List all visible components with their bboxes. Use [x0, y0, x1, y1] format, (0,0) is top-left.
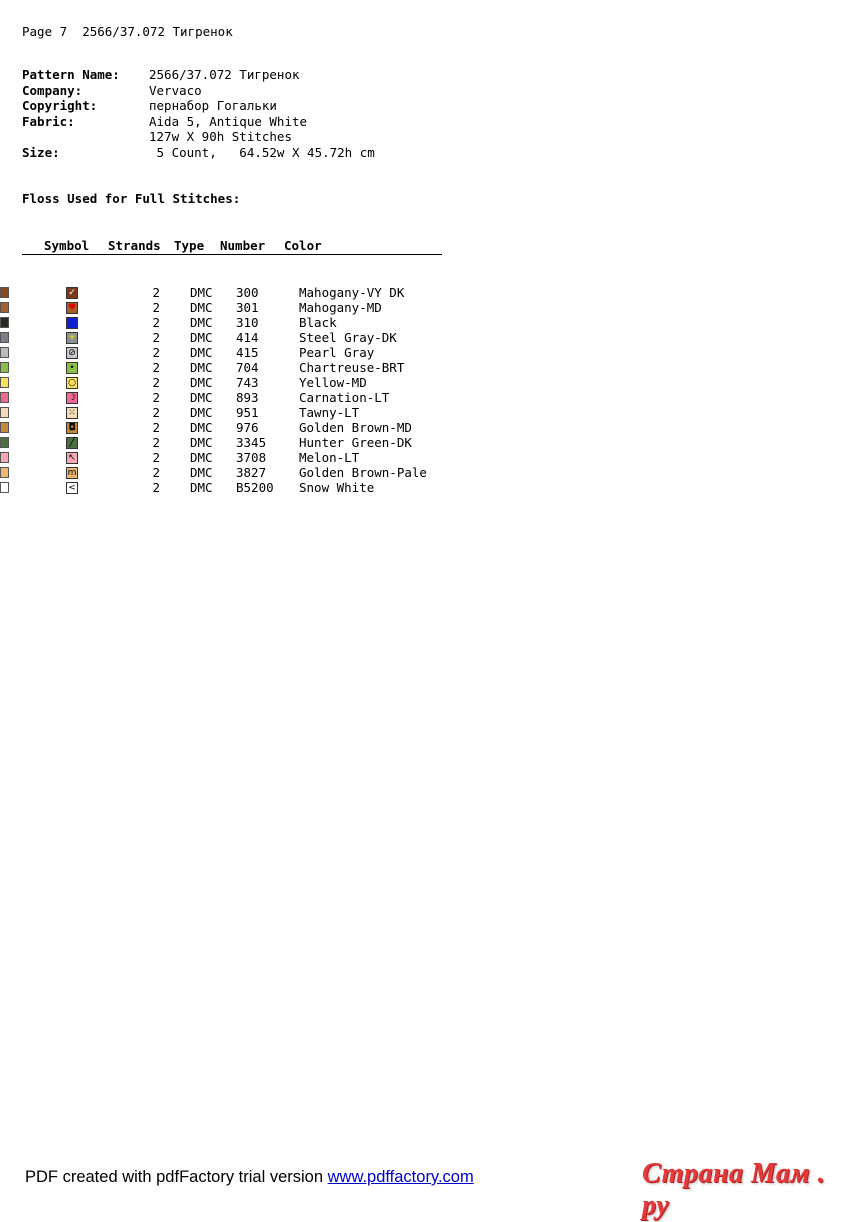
- strands-cell: 2: [152, 480, 160, 496]
- color-name-cell: Chartreuse-BRT: [299, 360, 405, 376]
- strands-cell: 2: [152, 285, 160, 301]
- color-name-cell: Pearl Gray: [299, 345, 375, 361]
- color-name-cell: Hunter Green-DK: [299, 435, 412, 451]
- type-cell: DMC: [190, 285, 213, 301]
- header-color: Color: [284, 238, 322, 253]
- number-cell: 3345: [236, 435, 267, 451]
- info-label: Company:: [22, 82, 83, 98]
- stitch-symbol-icon: ╱: [66, 437, 78, 449]
- header-swatch-spacer: [22, 238, 44, 254]
- number-cell: 3827: [236, 465, 267, 481]
- type-cell: DMC: [190, 480, 213, 496]
- info-label: [22, 129, 149, 145]
- color-swatch: [0, 377, 9, 388]
- floss-row: [22, 406, 442, 421]
- number-cell: 415: [236, 345, 259, 361]
- header-type: Type: [174, 238, 205, 253]
- info-row: [22, 129, 375, 145]
- floss-row: [22, 331, 442, 346]
- header-symbol: Symbol: [44, 238, 90, 253]
- stitch-symbol-icon: ✓: [66, 287, 78, 299]
- type-cell: DMC: [190, 375, 213, 391]
- color-swatch: [0, 467, 9, 478]
- color-swatch: [0, 422, 9, 433]
- info-value: Aida 5, Antique White: [149, 113, 308, 129]
- footer: [25, 1168, 474, 1187]
- type-cell: DMC: [190, 420, 213, 436]
- info-row: [22, 98, 375, 114]
- color-name-cell: Black: [299, 315, 337, 331]
- page-header: Page 7 2566/37.072 Тигренок: [22, 24, 233, 39]
- footer-link[interactable]: www.pdffactory.com: [327, 1168, 474, 1186]
- number-cell: B5200: [236, 480, 274, 496]
- type-cell: DMC: [190, 360, 213, 376]
- floss-rows: [22, 286, 442, 496]
- color-name-cell: Mahogany-MD: [299, 300, 382, 316]
- strands-cell: 2: [152, 330, 160, 346]
- stitch-symbol-icon: m: [67, 468, 77, 478]
- floss-row: [22, 346, 442, 361]
- color-swatch: [0, 437, 9, 448]
- floss-row: [22, 376, 442, 391]
- color-name-cell: Steel Gray-DK: [299, 330, 397, 346]
- floss-row: [22, 316, 442, 331]
- stitch-symbol-icon: ⁙: [66, 407, 78, 419]
- stitch-symbol-icon: ○: [66, 377, 78, 389]
- type-cell: DMC: [190, 465, 213, 481]
- color-name-cell: Golden Brown-Pale: [299, 465, 427, 481]
- color-swatch: [0, 452, 9, 463]
- floss-table: [22, 207, 442, 511]
- info-label: Fabric:: [22, 113, 75, 129]
- strands-cell: 2: [152, 375, 160, 391]
- info-label: Copyright:: [22, 98, 98, 113]
- stitch-symbol-icon: •: [66, 362, 78, 374]
- strands-cell: 2: [152, 315, 160, 331]
- color-name-cell: Golden Brown-MD: [299, 420, 412, 436]
- stitch-symbol-icon: ☽: [67, 393, 77, 403]
- number-cell: 414: [236, 330, 259, 346]
- info-label: Size:: [22, 144, 60, 160]
- number-cell: 301: [236, 300, 259, 316]
- strands-cell: 2: [152, 405, 160, 421]
- info-row: [22, 145, 375, 161]
- type-cell: DMC: [190, 345, 213, 361]
- info-value: 2566/37.072 Тигренок: [149, 67, 300, 82]
- stitch-symbol-icon: [66, 317, 78, 329]
- type-cell: DMC: [190, 405, 213, 421]
- info-value: 5 Count, 64.52w X 45.72h cm: [149, 144, 375, 160]
- strands-cell: 2: [152, 465, 160, 481]
- floss-row: [22, 421, 442, 436]
- strands-cell: 2: [152, 435, 160, 451]
- info-value: 127w X 90h Stitches: [149, 129, 292, 144]
- info-value: Vervaco: [149, 82, 202, 98]
- stitch-symbol-icon: ⊘: [66, 347, 78, 359]
- strands-cell: 2: [152, 360, 160, 376]
- strands-cell: 2: [152, 390, 160, 406]
- color-swatch: [0, 482, 9, 493]
- type-cell: DMC: [190, 300, 213, 316]
- number-cell: 3708: [236, 450, 267, 466]
- type-cell: DMC: [190, 390, 213, 406]
- footer-text: PDF created with pdfFactory trial version: [25, 1168, 328, 1186]
- color-name-cell: Yellow-MD: [299, 375, 367, 391]
- number-cell: 893: [236, 390, 259, 406]
- color-name-cell: Tawny-LT: [299, 405, 360, 421]
- color-swatch: [0, 302, 9, 313]
- color-swatch: [0, 287, 9, 298]
- color-swatch: [0, 347, 9, 358]
- strands-cell: 2: [152, 345, 160, 361]
- info-row: [22, 67, 375, 83]
- header-number: Number: [220, 238, 266, 253]
- color-swatch: [0, 392, 9, 403]
- strands-cell: 2: [152, 420, 160, 436]
- floss-row: [22, 451, 442, 466]
- number-cell: 310: [236, 315, 259, 331]
- floss-table-header: [22, 238, 442, 255]
- info-row: [22, 114, 375, 130]
- floss-row: [22, 361, 442, 376]
- info-row: [22, 83, 375, 99]
- type-cell: DMC: [190, 435, 213, 451]
- floss-section-title: Floss Used for Full Stitches:: [22, 191, 241, 206]
- color-name-cell: Snow White: [299, 480, 375, 496]
- color-name-cell: Melon-LT: [299, 450, 360, 466]
- info-label: Pattern Name:: [22, 67, 120, 82]
- info-value: пернабор Гогальки: [149, 98, 277, 113]
- strands-cell: 2: [152, 300, 160, 316]
- color-swatch: [0, 317, 9, 328]
- number-cell: 951: [236, 405, 259, 421]
- stitch-symbol-icon: ✳: [66, 332, 78, 344]
- header-strands: Strands: [108, 238, 161, 253]
- stitch-symbol-icon: ◘: [66, 422, 78, 434]
- stitch-symbol-icon: <: [66, 482, 78, 494]
- watermark-logo: Страна Мам . ру: [642, 1158, 826, 1221]
- color-swatch: [0, 362, 9, 373]
- color-name-cell: Mahogany-VY DK: [299, 285, 405, 301]
- floss-row: [22, 466, 442, 481]
- floss-row: [22, 286, 442, 301]
- floss-row: [22, 391, 442, 406]
- stitch-symbol-icon: ↖: [66, 452, 78, 464]
- type-cell: DMC: [190, 315, 213, 331]
- number-cell: 704: [236, 360, 259, 376]
- type-cell: DMC: [190, 330, 213, 346]
- number-cell: 743: [236, 375, 259, 391]
- number-cell: 300: [236, 285, 259, 301]
- floss-row: [22, 301, 442, 316]
- color-name-cell: Carnation-LT: [299, 390, 390, 406]
- strands-cell: 2: [152, 450, 160, 466]
- color-swatch: [0, 332, 9, 343]
- pattern-info: [22, 67, 375, 160]
- number-cell: 976: [236, 420, 259, 436]
- stitch-symbol-icon: ♥: [67, 303, 77, 313]
- floss-row: [22, 436, 442, 451]
- floss-row: [22, 481, 442, 496]
- color-swatch: [0, 407, 9, 418]
- type-cell: DMC: [190, 450, 213, 466]
